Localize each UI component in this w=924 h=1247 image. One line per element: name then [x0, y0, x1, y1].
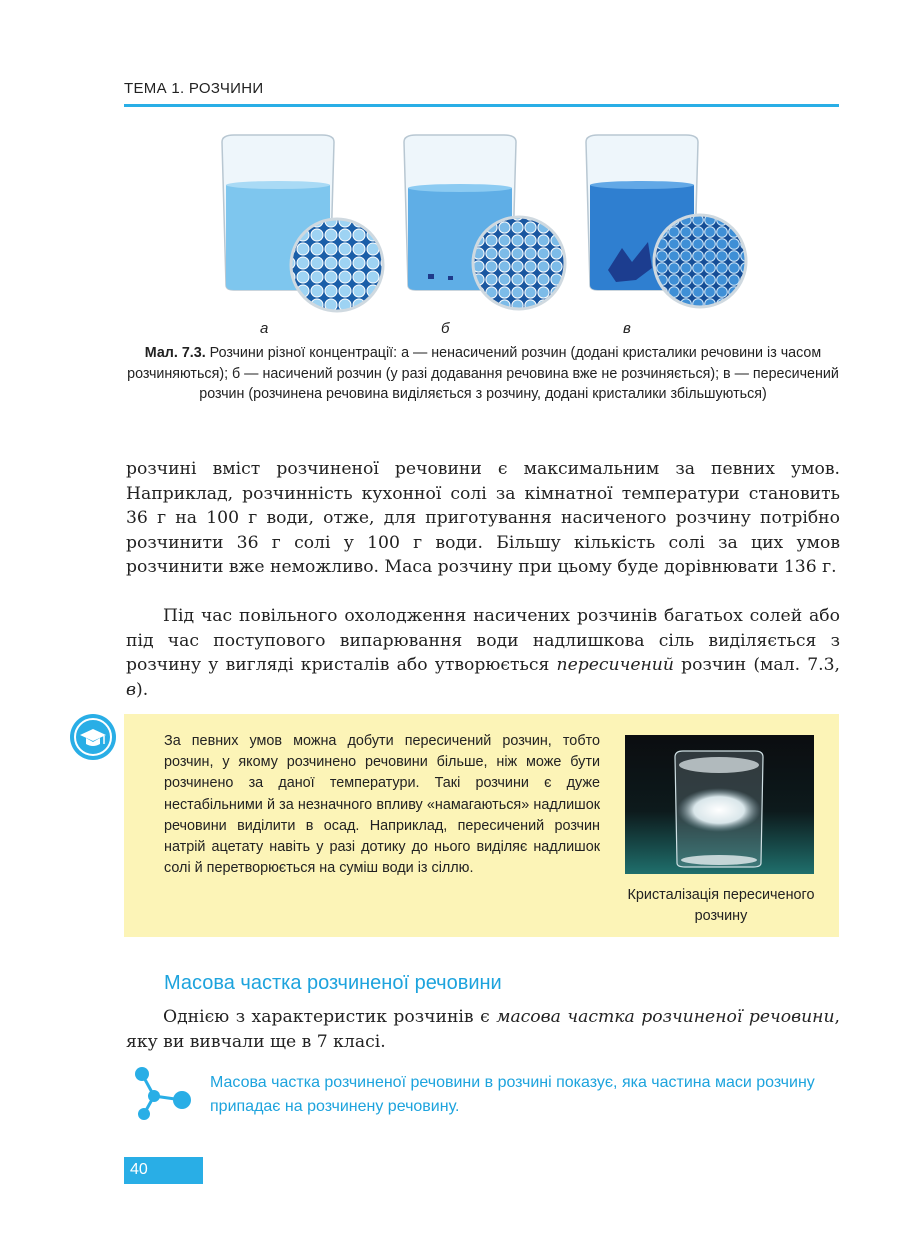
crystallization-photo: [625, 735, 814, 874]
paragraph-2-term: пересичений: [556, 655, 674, 676]
paragraph-1: розчині вміст розчиненої речовини є максимальним за певних умов. Наприклад, розчинність кухонної солі за кімнатної температури становить 36 г на 100 г води, отже, для приготування насиченого розчину потрібно розчинити 36 г солі у 100 г води. Більшу кількість солі за цих умов розчинити вже неможливо. Маса розчину при цьому буде дорівнювати 136 г.: [126, 459, 840, 578]
info-box-text: За певних умов можна добути пересичений розчин, тобто розчин, у якому розчинено речовини більше, ніж може бути розчинено за даної температури. Такі розчини є дуже нестабільними й за незначного впливу «намагаються» надлишок речовини виділити в осад. Наприклад, пересичений розчин натрій ацетату навіть у разі дотику до нього виділяє надлишок солі й перетворюється на суміш води із сіллю.: [164, 733, 600, 877]
paragraph-3-term: масова частка розчиненої речовини: [496, 1007, 835, 1027]
paragraph-3: [126, 1005, 840, 1054]
beaker-c: [586, 135, 746, 307]
molecule-icon: [130, 1066, 196, 1122]
definition-text: Масова частка розчиненої речовини в розчині показує, яка частина маси розчину припадає на розчинену речовину.: [210, 1074, 815, 1115]
caption-lead: Мал. 7.3.: [144, 345, 206, 361]
paragraph-2: [126, 604, 840, 702]
paragraph-3-part-a: Однією з характеристик розчинів є: [163, 1007, 497, 1027]
paragraph-2-part-a: Під час повільного охолодження насичених розчинів багатьох солей або під час поступового випарювання води надлишкова сіль виділяється з розчину у вигляді кристалів або утворюється: [126, 606, 840, 676]
figure-caption: [126, 343, 840, 405]
photo-caption: Кристалізація пересиченого розчину: [627, 887, 815, 924]
figure-label-b: б: [441, 320, 450, 337]
beaker-b: [404, 135, 565, 309]
page-number-badge: [124, 1157, 203, 1184]
beakers-illustration: [212, 130, 772, 325]
page-number: 40: [130, 1161, 148, 1178]
figure-label-c: в: [623, 320, 631, 337]
beaker-a: [222, 135, 383, 311]
header-divider: [124, 104, 839, 107]
paragraph-2-ref: в: [126, 679, 137, 700]
section-title: Масова частка розчиненої речовини: [164, 972, 502, 994]
paragraph-2-part-b: розчин (мал. 7.3,: [673, 655, 841, 676]
figure-label-a: а: [260, 320, 269, 337]
paragraph-3-part-b: , яку ви вивчали ще в 7 класі.: [126, 1007, 841, 1052]
graduation-cap-icon: [70, 714, 116, 760]
caption-text: Розчини різної концентрації: а — ненасичений розчин (додані кристалики речовини із часом розчиняються); б — насичений розчин (у разі додавання речовина вже не розчиняється); в — пересичений розчин (розчинена речовина виділяється з розчину, додані кристалики збільшуються): [127, 345, 839, 402]
paragraph-2-part-c: ).: [136, 679, 149, 700]
running-header: ТЕМА 1. РОЗЧИНИ: [124, 80, 264, 97]
